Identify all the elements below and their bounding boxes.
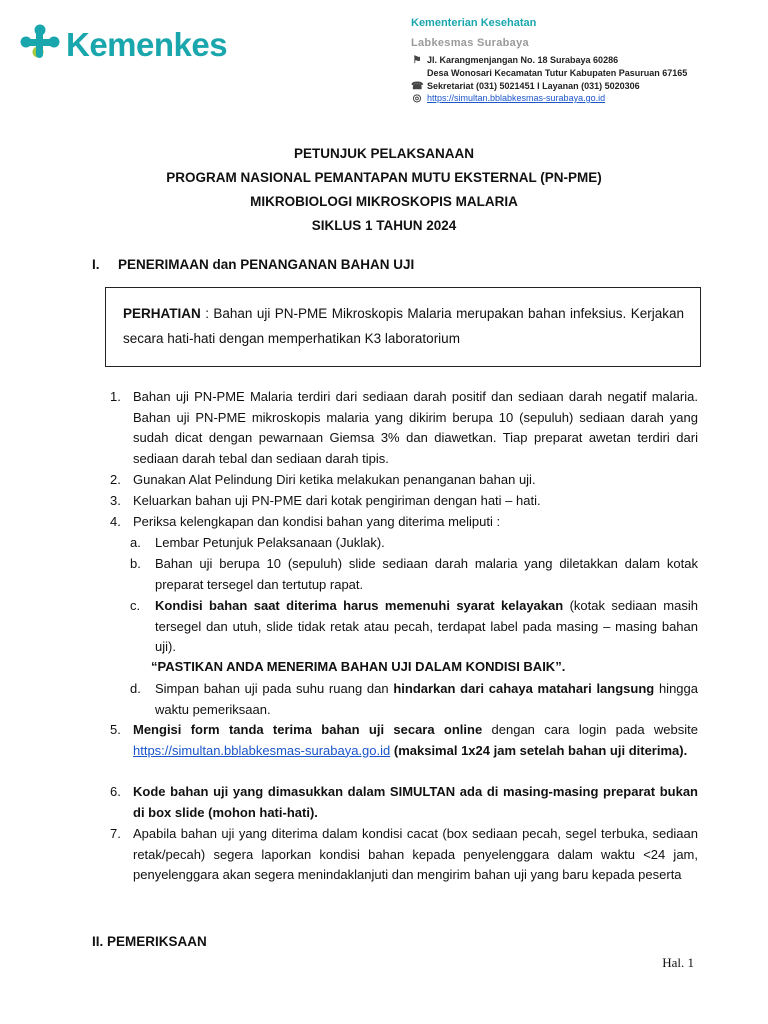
warning-label: PERHATIAN bbox=[123, 306, 201, 321]
website-line bbox=[411, 93, 605, 104]
address-line-1: ⚑ Jl. Karangmenjangan No. 18 Surabaya 60286 bbox=[412, 55, 619, 66]
list-item-6: 6. Kode bahan uji yang dimasukkan dalam SIMULTAN ada di masing-masing preparat bukan di box slide (mohon hati-hati). bbox=[110, 784, 698, 820]
emphasis-note: “PASTIKAN ANDA MENERIMA BAHAN UJI DALAM KONDISI BAIK”. bbox=[151, 659, 566, 674]
globe-icon: ◎ bbox=[412, 93, 422, 104]
list-item-7: 7. Apabila bahan uji yang diterima dalam kondisi cacat (box sediaan pecah, segel terbuka, sediaan retak/pecah) segera laporkan kondisi bahan kepada penyelenggara dalam waktu <24 jam, penyelenggara akan segera menindaklanjuti dan mengirim bahan uji yang baru kepada peserta bbox=[110, 826, 698, 883]
list-item-5: 5. Mengisi form tanda terima bahan uji secara online dengan cara login pada website https://simultan.bblabkesmas-surabaya.go.id (maksimal 1x24 jam setelah bahan uji diterima). bbox=[110, 722, 698, 758]
title-line-4: SIKLUS 1 TAHUN 2024 bbox=[311, 218, 457, 233]
unit-name: Labkesmas Surabaya bbox=[411, 37, 529, 49]
kemenkes-logo bbox=[16, 22, 236, 68]
sub-item-4a: a. Lembar Petunjuk Pelaksanaan (Juklak). bbox=[130, 535, 385, 550]
section-2-heading: II. PEMERIKSAAN bbox=[92, 934, 207, 949]
title-line-3: MIKROBIOLOGI MIKROSKOPIS MALARIA bbox=[250, 194, 518, 209]
sub-item-4c: c. Kondisi bahan saat diterima harus memenuhi syarat kelayakan (kotak sediaan masih tersegel dan utuh, slide tidak retak atau pecah, terdapat label pada masing – masing bahan uji). bbox=[130, 598, 698, 655]
sub-item-4b: b. Bahan uji berupa 10 (sepuluh) slide sediaan darah malaria yang diletakkan dalam kotak preparat tersegel dan tertutup rapat. bbox=[130, 556, 698, 592]
list-item-4: 4. Periksa kelengkapan dan kondisi bahan yang diterima meliputi : bbox=[110, 514, 501, 529]
page-number: Hal. 1 bbox=[662, 955, 694, 970]
phone-line: ☎ Sekretariat (031) 5021451 I Layanan (031) 5020306 bbox=[411, 81, 640, 92]
simultan-link[interactable]: https://simultan.bblabkesmas-surabaya.go.id bbox=[133, 742, 391, 758]
title-line-1: PETUNJUK PELAKSANAAN bbox=[293, 146, 474, 161]
kemenkes-logo-icon bbox=[16, 22, 64, 68]
list-item-2: 2. Gunakan Alat Pelindung Diri ketika melakukan penanganan bahan uji. bbox=[110, 472, 536, 487]
address-line-2: Desa Wonosari Kecamatan Tutur Kabupaten Pasuruan 67165 bbox=[427, 68, 688, 78]
sub-item-4d: d. Simpan bahan uji pada suhu ruang dan hindarkan dari cahaya matahari langsung hingga waktu pemeriksaan. bbox=[130, 681, 698, 717]
section-1-title: PENERIMAAN dan PENANGANAN BAHAN UJI bbox=[118, 257, 415, 272]
list-item-3: 3. Keluarkan bahan uji PN-PME dari kotak pengiriman dengan hati – hati. bbox=[110, 493, 541, 508]
warning-box bbox=[105, 287, 701, 367]
logo-wordmark: Kemenkes bbox=[66, 26, 228, 63]
section-1-number: I. bbox=[92, 257, 100, 272]
phone-icon: ☎ bbox=[411, 81, 424, 92]
warning-text: : Bahan uji PN-PME Mikroskopis Malaria merupakan bahan infeksius. Kerjakan secara hati-hati dengan memperhatikan K3 laboratorium bbox=[123, 306, 684, 346]
website-link[interactable]: https://simultan.bblabkesmas-surabaya.go.id bbox=[427, 93, 606, 103]
org-name: Kementerian Kesehatan bbox=[411, 17, 537, 29]
section-1-heading bbox=[92, 257, 414, 272]
location-pin-icon: ⚑ bbox=[412, 55, 422, 66]
title-line-2: PROGRAM NASIONAL PEMANTAPAN MUTU EKSTERNAL (PN-PME) bbox=[166, 170, 602, 185]
list-item-1: 1. Bahan uji PN-PME Malaria terdiri dari sediaan darah positif dan sediaan darah negatif malaria. Bahan uji PN-PME mikroskopis malaria yang dikirim berupa 10 (sepuluh) sediaan darah yang sudah dicat dengan pewarnaan Giemsa 3% dan diawetkan. Tiap preparat awetan terdiri dari sediaan darah tebal dan sediaan darah tipis. bbox=[110, 389, 698, 466]
